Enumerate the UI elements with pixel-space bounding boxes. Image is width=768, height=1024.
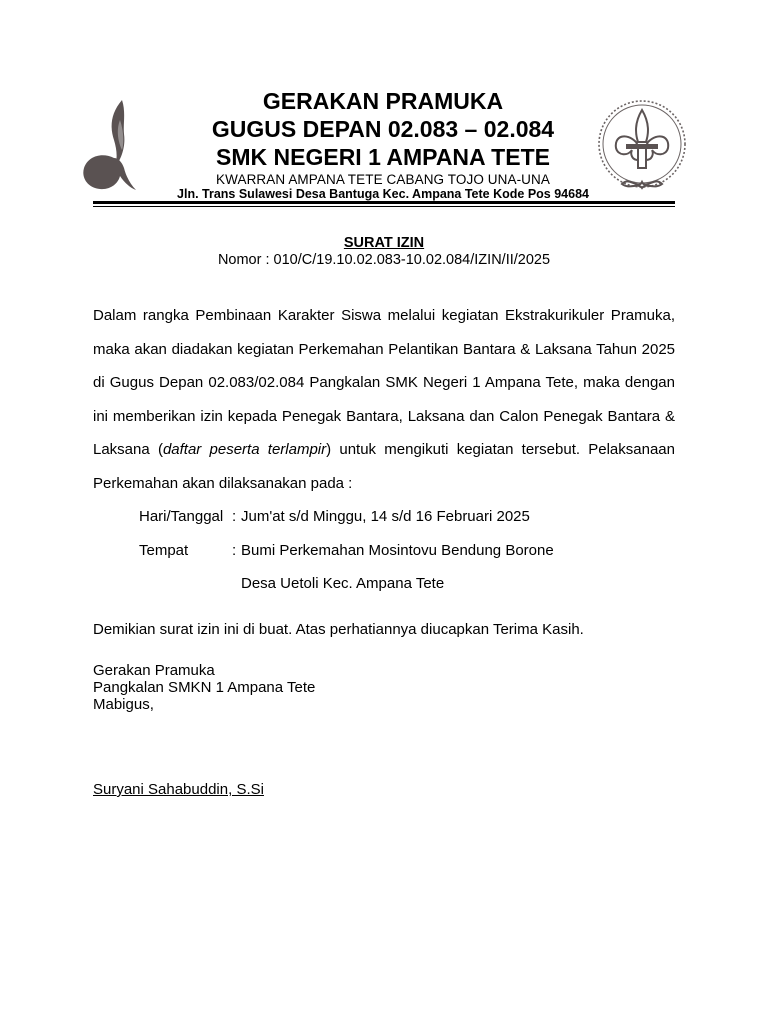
- letterhead-address: Jln. Trans Sulawesi Desa Bantuga Kec. Ampana Tete Kode Pos 94684: [177, 187, 589, 201]
- letter-number: Nomor : 010/C/19.10.02.083-10.02.084/IZIN/II/2025: [217, 252, 551, 268]
- detail-row-date: [139, 500, 554, 534]
- letterhead-org: GERAKAN PRAMUKA: [262, 88, 504, 114]
- event-details: [139, 500, 554, 601]
- date-value: Jum'at s/d Minggu, 14 s/d 16 Februari 2025: [241, 508, 530, 525]
- letterhead-school: SMK NEGERI 1 AMPANA TETE: [216, 144, 550, 170]
- body-text-italic: daftar peserta terlampir: [162, 441, 327, 458]
- place-value-line1: Bumi Perkemahan Mosintovu Bendung Borone: [241, 541, 554, 559]
- letterhead-region: KWARRAN AMPANA TETE CABANG TOJO UNA-UNA: [216, 172, 550, 187]
- signature-role: Mabigus,: [93, 696, 154, 713]
- date-label: Hari/Tanggal: [139, 508, 224, 525]
- place-value-line2: Desa Uetoli Kec. Ampana Tete: [241, 575, 445, 592]
- date-separator: :: [232, 508, 237, 525]
- tunas-kelapa-icon: [80, 98, 138, 192]
- signature-unit: Pangkalan SMKN 1 Ampana Tete: [93, 679, 316, 696]
- body-text-part1: Dalam rangka Pembinaan Karakter Siswa melalui kegiatan Ekstrakurikuler Pramuka, maka akan diadakan kegiatan Perkemahan Pelantikan Bantara & Laksana Tahun 2025 di Gugus Depan 02.083/02.084 Pangkalan SMK Negeri 1 Ampana Tete, maka dengan ini memberikan izin kepada Penegak Bantara, Laksana dan Calon Penegak Bantara & Laksana (: [93, 307, 675, 458]
- letter-body: [93, 299, 675, 500]
- signature-org: Gerakan Pramuka: [93, 662, 215, 679]
- signer-name: Suryani Sahabuddin, S.Si: [93, 781, 264, 798]
- signature-block: [93, 662, 315, 713]
- body-text-part2: ) untuk mengikuti kegiatan tersebut. Pelaksanaan Perkemahan akan dilaksanakan pada :: [93, 441, 675, 492]
- closing-text: Demikian surat izin ini di buat. Atas perhatiannya diucapkan Terima Kasih.: [93, 621, 584, 638]
- letter-title-block: [93, 235, 675, 269]
- place-label: Tempat: [139, 541, 189, 559]
- letterhead: [150, 88, 616, 202]
- fleur-de-lis-emblem-icon: [596, 98, 688, 194]
- letterhead-divider-thin: [93, 206, 675, 207]
- letterhead-divider: [93, 201, 675, 204]
- letterhead-unit: GUGUS DEPAN 02.083 – 02.084: [211, 116, 555, 142]
- letter-title: SURAT IZIN: [343, 235, 425, 251]
- detail-row-place-cont: [139, 567, 554, 601]
- detail-row-place: [139, 534, 554, 568]
- place-separator: :: [232, 541, 237, 559]
